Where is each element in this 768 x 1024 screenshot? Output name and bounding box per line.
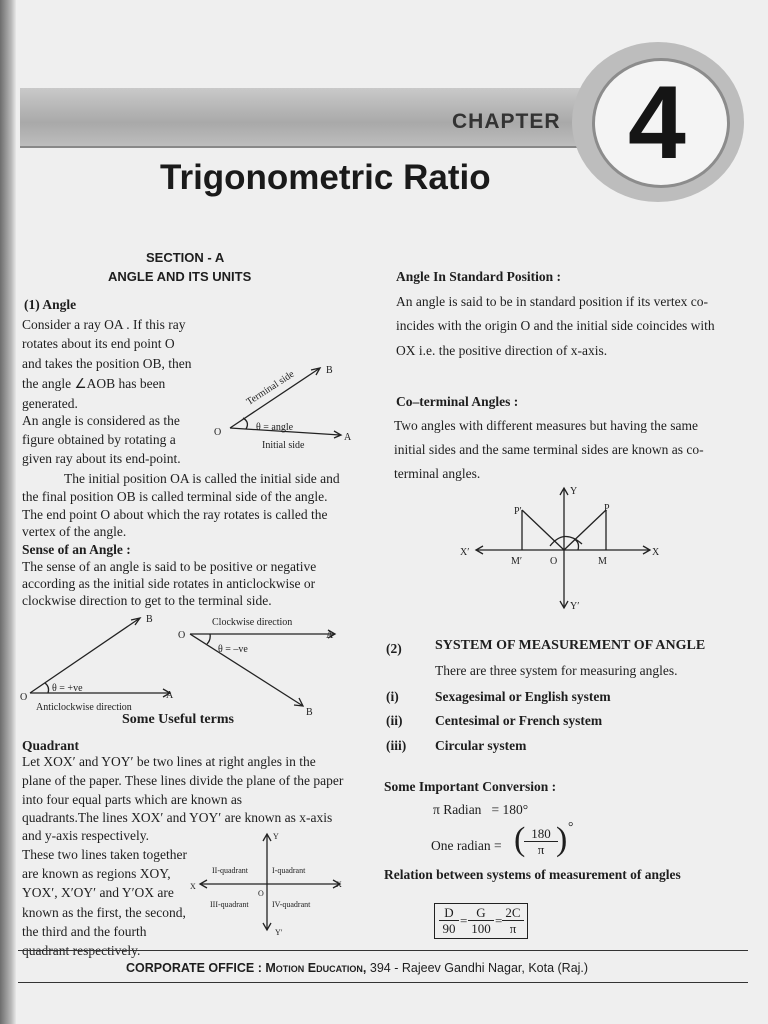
co-label-x: X [652, 547, 660, 558]
relation-heading: Relation between systems of measurement of angles [384, 867, 681, 882]
angle-heading: (1) Angle [24, 297, 77, 312]
co-label-pprime: P′ [514, 506, 522, 517]
text-line: These two lines taken together [22, 847, 187, 862]
text-line: quadrants.The lines XOX′ and YOY′ are known as x-axis [22, 810, 333, 825]
quad-label-q3: III-quadrant [210, 900, 249, 909]
text-line: into four equal parts which are known as [22, 792, 243, 807]
sense-heading: Sense of an Angle : [22, 542, 131, 557]
text-line: the angle ∠AOB has been [22, 376, 166, 391]
text-line: OX i.e. the positive direction of x-axis. [396, 343, 608, 358]
chapter-banner [20, 88, 660, 148]
section-subheading: ANGLE AND ITS UNITS [108, 269, 252, 284]
text-line: figure obtained by rotating a [22, 432, 176, 447]
fig1-label-o: O [214, 427, 222, 438]
fig1-theta-label: θ = angle [256, 422, 294, 433]
system-intro: There are three system for measuring angles. [435, 663, 678, 678]
paren-right: ) [556, 821, 568, 858]
fig3-theta-label: θ = –ve [218, 644, 248, 655]
fig3-label-a: A [326, 630, 334, 641]
fig3-label-o: O [178, 630, 186, 641]
fraction-denominator: 100 [471, 921, 491, 936]
fraction-g [468, 905, 494, 936]
fig3-label-b: B [306, 707, 313, 718]
system-item-label: Circular system [435, 738, 527, 753]
quad-label-y: Y [273, 832, 279, 841]
text-line: clockwise direction to get to the terminal side. [22, 593, 272, 608]
text-line: vertex of the angle. [22, 524, 127, 539]
book-spine [0, 0, 16, 1024]
co-label-mprime: M′ [511, 556, 523, 567]
footer-rule-bottom [18, 982, 748, 983]
text-line: terminal angles. [394, 466, 481, 481]
fig1-label-b: B [326, 365, 333, 376]
text-line: The end point O about which the ray rotates is called the [22, 507, 328, 522]
fraction-c [502, 905, 524, 936]
text-line: and y-axis respectively. [22, 828, 149, 843]
one-radian-label: One radian = [431, 838, 502, 853]
co-label-xprime: X′ [460, 547, 470, 558]
footer-label: CORPORATE OFFICE : [126, 961, 262, 975]
quad-label-x: X [336, 880, 342, 889]
text-line: An angle is said to be in standard position if its vertex co- [396, 294, 708, 309]
text-line: known as the first, the second, [22, 905, 186, 920]
conversion-radian: π Radian = 180° [433, 802, 529, 817]
coterminal-heading: Co–terminal Angles : [396, 394, 519, 409]
fraction-numerator: 2C [502, 905, 524, 921]
quad-label-q4: IV-quadrant [272, 900, 311, 909]
text-line: quadrant respectively. [22, 943, 141, 958]
text-line: YOX′, X′OY′ and Y′OX are [22, 885, 174, 900]
text-line: the final position OB is called terminal side of the angle. [22, 489, 328, 504]
fraction-d [439, 905, 459, 936]
fig2-caption: Anticlockwise direction [36, 702, 132, 713]
text-line: plane of the paper. These lines divide the plane of the paper [22, 773, 344, 788]
fig2-label-b: B [146, 614, 153, 625]
text-line: An angle is considered as the [22, 413, 180, 428]
text-line: Consider a ray OA . If this ray [22, 317, 186, 332]
degree-sign: ° [568, 819, 574, 834]
system-item-number: (i) [386, 689, 399, 704]
text-line: The initial position OA is called the initial side and [64, 471, 340, 486]
footer-company: Motion Education, [265, 961, 367, 975]
text-line: generated. [22, 396, 78, 411]
fig1-label-a: A [344, 432, 352, 443]
fig2-label-a: A [166, 690, 174, 701]
fraction-denominator: π [509, 921, 517, 936]
fraction-numerator: 180 [524, 826, 558, 842]
quad-label-q1: I-quadrant [272, 866, 306, 875]
chapter-number: 4 [628, 65, 686, 181]
fig3-caption: Clockwise direction [212, 617, 293, 628]
fraction-numerator: D [439, 905, 459, 921]
text-line: initial sides and the same terminal sides are known as co- [394, 442, 704, 457]
page-title: Trigonometric Ratio [160, 158, 491, 197]
quad-label-o: O [258, 889, 264, 898]
fraction-denominator: π [537, 842, 545, 857]
paren-left: ( [514, 821, 526, 858]
system-item-label: Centesimal or French system [435, 713, 603, 728]
footer-rule-top [18, 950, 748, 951]
fig1-initial-label: Initial side [262, 440, 305, 451]
co-label-p: P [604, 503, 610, 514]
chapter-label: CHAPTER [452, 110, 561, 133]
quadrant-heading: Quadrant [22, 738, 80, 753]
equals-sign: = [495, 913, 503, 928]
fig1-terminal-label: Terminal side [244, 368, 297, 408]
conversion-heading: Some Important Conversion : [384, 779, 557, 794]
relation-formula-box [434, 903, 528, 939]
text-line: are known as regions XOY, [22, 866, 171, 881]
system-item-number: (iii) [386, 738, 407, 753]
one-radian-fraction [524, 826, 558, 857]
text-line: the third and the fourth [22, 924, 147, 939]
fig2-label-o: O [20, 692, 28, 703]
fraction-denominator: 90 [442, 921, 456, 936]
system-number: (2) [386, 641, 402, 656]
system-item-number: (ii) [386, 713, 403, 728]
text-line: Two angles with different measures but having the same [394, 418, 698, 433]
standard-position-heading: Angle In Standard Position : [396, 269, 562, 284]
text-line: given ray about its end-point. [22, 451, 181, 466]
quad-label-xprime: X [190, 882, 196, 891]
text-line: incides with the origin O and the initial side coincides with [396, 318, 715, 333]
equals-sign: = [460, 913, 468, 928]
text-line: The sense of an angle is said to be positive or negative [22, 559, 317, 574]
useful-terms-heading: Some Useful terms [122, 712, 234, 727]
fig2-theta-label: θ = +ve [52, 683, 83, 694]
text-line: and takes the position OB, then [22, 356, 192, 371]
footer-address: 394 - Rajeev Gandhi Nagar, Kota (Raj.) [369, 961, 589, 975]
fraction-numerator: G [468, 905, 494, 921]
text-line: Let XOX′ and YOY′ be two lines at right angles in the [22, 754, 316, 769]
co-label-m: M [598, 556, 607, 567]
quadrant-figure [196, 830, 346, 940]
system-item-label: Sexagesimal or English system [435, 689, 611, 704]
text-line: according as the initial side rotates in anticlockwise or [22, 576, 316, 591]
quad-label-yprime: Y′ [275, 928, 283, 937]
co-label-yprime: Y′ [570, 601, 580, 612]
co-label-o: O [550, 556, 558, 567]
footer [126, 960, 588, 977]
system-heading: SYSTEM OF MEASUREMENT OF ANGLE [435, 638, 706, 653]
quad-label-q2: II-quadrant [212, 866, 248, 875]
section-heading: SECTION - A [146, 250, 225, 265]
text-line: rotates about its end point O [22, 336, 175, 351]
co-label-y: Y [570, 486, 578, 497]
coterminal-figure [472, 484, 662, 614]
